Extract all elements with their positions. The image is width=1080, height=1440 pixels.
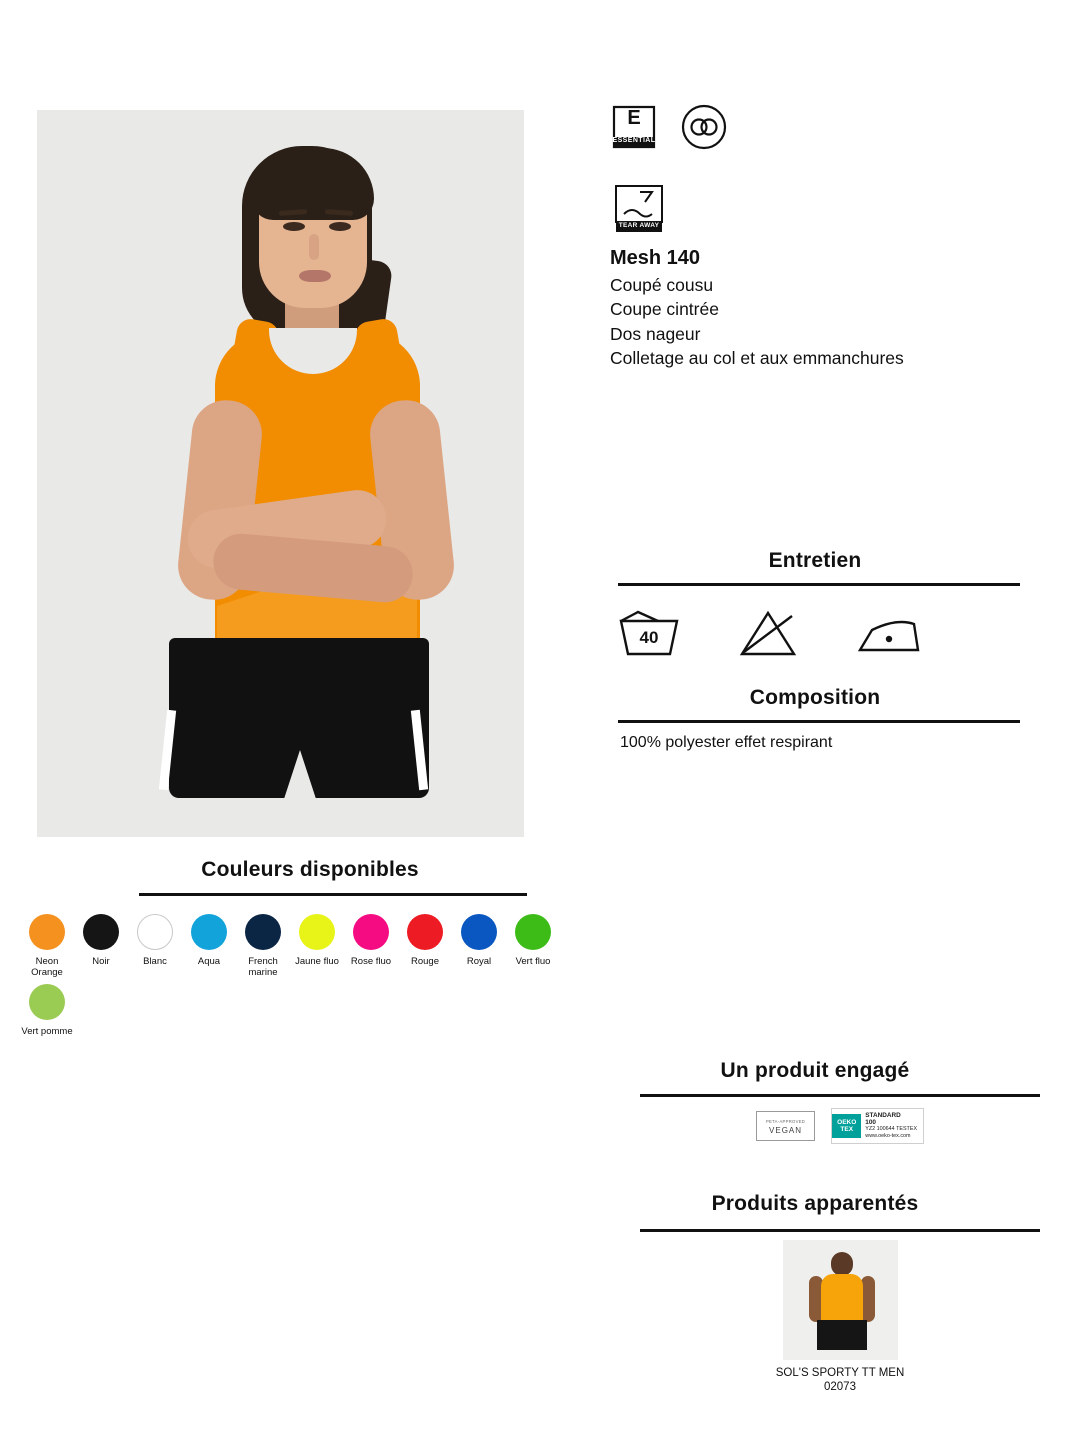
oeko-mark-line1: OEKO <box>837 1119 857 1127</box>
wash-temperature: 40 <box>639 628 659 647</box>
vegan-logo-main: VEGAN <box>769 1126 803 1136</box>
color-swatch[interactable] <box>299 914 335 950</box>
color-swatch-label: Vert fluo <box>515 956 551 967</box>
no-bleach-icon <box>738 608 798 658</box>
engagement-section-title: Un produit engagé <box>720 1059 910 1082</box>
color-swatch[interactable] <box>461 914 497 950</box>
oeko-tex-logo <box>831 1108 924 1144</box>
color-swatch-item[interactable] <box>290 908 344 978</box>
oeko-url: www.oeko-tex.com <box>865 1132 911 1139</box>
color-swatch[interactable] <box>29 984 65 1020</box>
oeko-test-number: YZ2 100644 TESTEX <box>865 1126 918 1133</box>
color-swatch-label: Rouge <box>411 956 439 967</box>
color-swatch[interactable] <box>191 914 227 950</box>
care-divider <box>618 583 1020 586</box>
color-swatch-item[interactable] <box>74 908 128 978</box>
related-product-thumbnail[interactable] <box>783 1240 898 1360</box>
color-swatch-item[interactable] <box>452 908 506 978</box>
color-swatch-label: Blanc <box>143 956 167 967</box>
related-product-ref: 02073 <box>824 1381 856 1393</box>
color-swatch[interactable] <box>353 914 389 950</box>
composition-divider <box>618 720 1020 723</box>
essential-badge <box>610 103 658 151</box>
color-swatch-item[interactable] <box>506 908 560 978</box>
vegan-logo-top: PETA-APPROVED <box>765 1119 806 1125</box>
care-section-title: Entretien <box>768 549 862 572</box>
wash-40-icon <box>618 608 680 658</box>
vegan-logo <box>756 1111 815 1141</box>
oeko-mark-line2: TEX <box>840 1126 854 1134</box>
color-swatch-label: Aqua <box>197 956 221 967</box>
color-swatch-item[interactable] <box>398 908 452 978</box>
color-swatch[interactable] <box>407 914 443 950</box>
color-swatch-label: Royal <box>466 956 492 967</box>
color-swatch[interactable] <box>29 914 65 950</box>
color-swatch-label: Neon Orange <box>31 956 63 978</box>
color-swatch-item[interactable] <box>128 908 182 978</box>
engagement-logos <box>640 1108 1040 1144</box>
iron-low-icon <box>856 608 924 658</box>
related-product-name: SOL'S SPORTY TT MEN <box>775 1367 905 1379</box>
color-swatch-item[interactable] <box>182 908 236 978</box>
color-swatch-item[interactable] <box>20 978 74 1037</box>
composition-text: 100% polyester effet respirant <box>620 734 833 751</box>
color-swatch-grid <box>20 908 600 1037</box>
model-illustration <box>37 110 524 837</box>
related-divider <box>640 1229 1040 1232</box>
color-swatch-label: Rose fluo <box>350 956 392 967</box>
tear-away-badge <box>610 180 668 238</box>
product-feature: Coupé cousu <box>610 274 714 295</box>
related-section-title: Produits apparentés <box>711 1192 919 1215</box>
product-feature: Colletage au col et aux emmanchures <box>610 348 904 368</box>
essential-word: ESSENTIAL <box>612 137 656 144</box>
colors-divider <box>139 893 527 896</box>
colors-section-title: Couleurs disponibles <box>201 858 419 881</box>
essential-letter: E <box>627 107 641 129</box>
oeko-standard-label: STANDARD <box>865 1112 901 1119</box>
engagement-divider <box>640 1094 1040 1097</box>
product-photo <box>37 110 524 837</box>
color-swatch-label: Vert pomme <box>21 1026 73 1037</box>
color-swatch-label: Jaune fluo <box>295 956 339 967</box>
color-swatch[interactable] <box>137 914 173 950</box>
color-swatch-item[interactable] <box>236 908 290 978</box>
related-product-item[interactable] <box>640 1240 1040 1394</box>
product-spec <box>610 246 1030 371</box>
product-feature: Dos nageur <box>610 323 701 344</box>
color-swatch-item[interactable] <box>20 908 74 978</box>
color-swatch[interactable] <box>515 914 551 950</box>
product-badges <box>610 103 728 151</box>
two-rings-badge <box>680 103 728 151</box>
color-swatch-label: Noir <box>92 956 110 967</box>
product-name: Mesh 140 <box>610 247 701 269</box>
color-swatch[interactable] <box>83 914 119 950</box>
color-swatch-item[interactable] <box>344 908 398 978</box>
oeko-standard-number: 100 <box>865 1118 876 1126</box>
tear-away-label: TEAR AWAY <box>618 222 660 229</box>
product-feature: Coupe cintrée <box>610 299 719 319</box>
color-swatch-label: French marine <box>248 956 278 978</box>
composition-section-title: Composition <box>749 686 881 709</box>
care-icons <box>610 608 1038 658</box>
color-swatch[interactable] <box>245 914 281 950</box>
